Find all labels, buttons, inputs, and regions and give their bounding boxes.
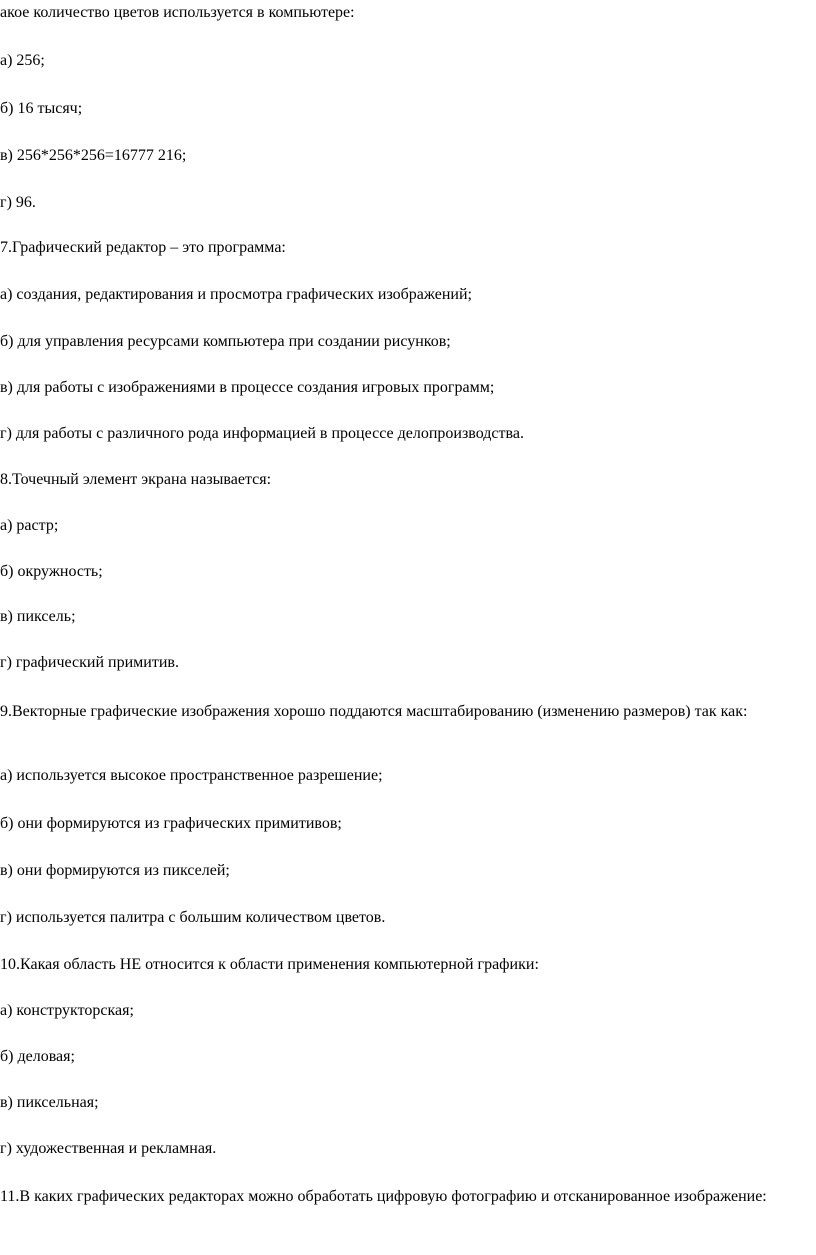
- question-9-option-b: б) они формируются из графических примитивов;: [0, 815, 342, 832]
- question-6-option-c: в) 256*256*256=16777 216;: [0, 147, 187, 164]
- question-10-option-a: а) конструкторская;: [0, 1002, 134, 1019]
- question-8-text: 8.Точечный элемент экрана называется:: [0, 471, 272, 488]
- question-8-option-a: а) растр;: [0, 517, 59, 534]
- question-10-option-c: в) пиксельная;: [0, 1094, 99, 1111]
- question-10-text: 10.Какая область НЕ относится к области применения компьютерной графики:: [0, 956, 539, 973]
- question-9-text: 9.Векторные графические изображения хорошо поддаются масштабированию (изменению размеров) так как:: [0, 703, 748, 720]
- question-10-option-b: б) деловая;: [0, 1048, 75, 1065]
- question-11-text: 11.В каких графических редакторах можно обработать цифровую фотографию и отсканированное изображение:: [0, 1188, 767, 1205]
- question-7-option-a: а) создания, редактирования и просмотра графических изображений;: [0, 286, 472, 303]
- question-9-option-c: в) они формируются из пикселей;: [0, 862, 230, 879]
- question-8-option-d: г) графический примитив.: [0, 654, 179, 671]
- question-6-option-a: а) 256;: [0, 52, 45, 69]
- question-9-option-a: а) используется высокое пространственное разрешение;: [0, 767, 383, 784]
- question-6-option-b: б) 16 тысяч;: [0, 100, 83, 117]
- question-7-option-b: б) для управления ресурсами компьютера при создании рисунков;: [0, 333, 451, 350]
- question-9-option-d: г) используется палитра с большим количеством цветов.: [0, 909, 386, 926]
- question-6-option-d: г) 96.: [0, 194, 36, 211]
- question-10-option-d: г) художественная и рекламная.: [0, 1140, 217, 1157]
- question-7-option-d: г) для работы с различного рода информацией в процессе делопроизводства.: [0, 425, 524, 442]
- question-8-option-b: б) окружность;: [0, 563, 103, 580]
- question-8-option-c: в) пиксель;: [0, 608, 76, 625]
- question-7-text: 7.Графический редактор – это программа:: [0, 239, 286, 256]
- question-6-text: акое количество цветов используется в компьютере:: [0, 4, 355, 21]
- question-7-option-c: в) для работы с изображениями в процессе создания игровых программ;: [0, 379, 495, 396]
